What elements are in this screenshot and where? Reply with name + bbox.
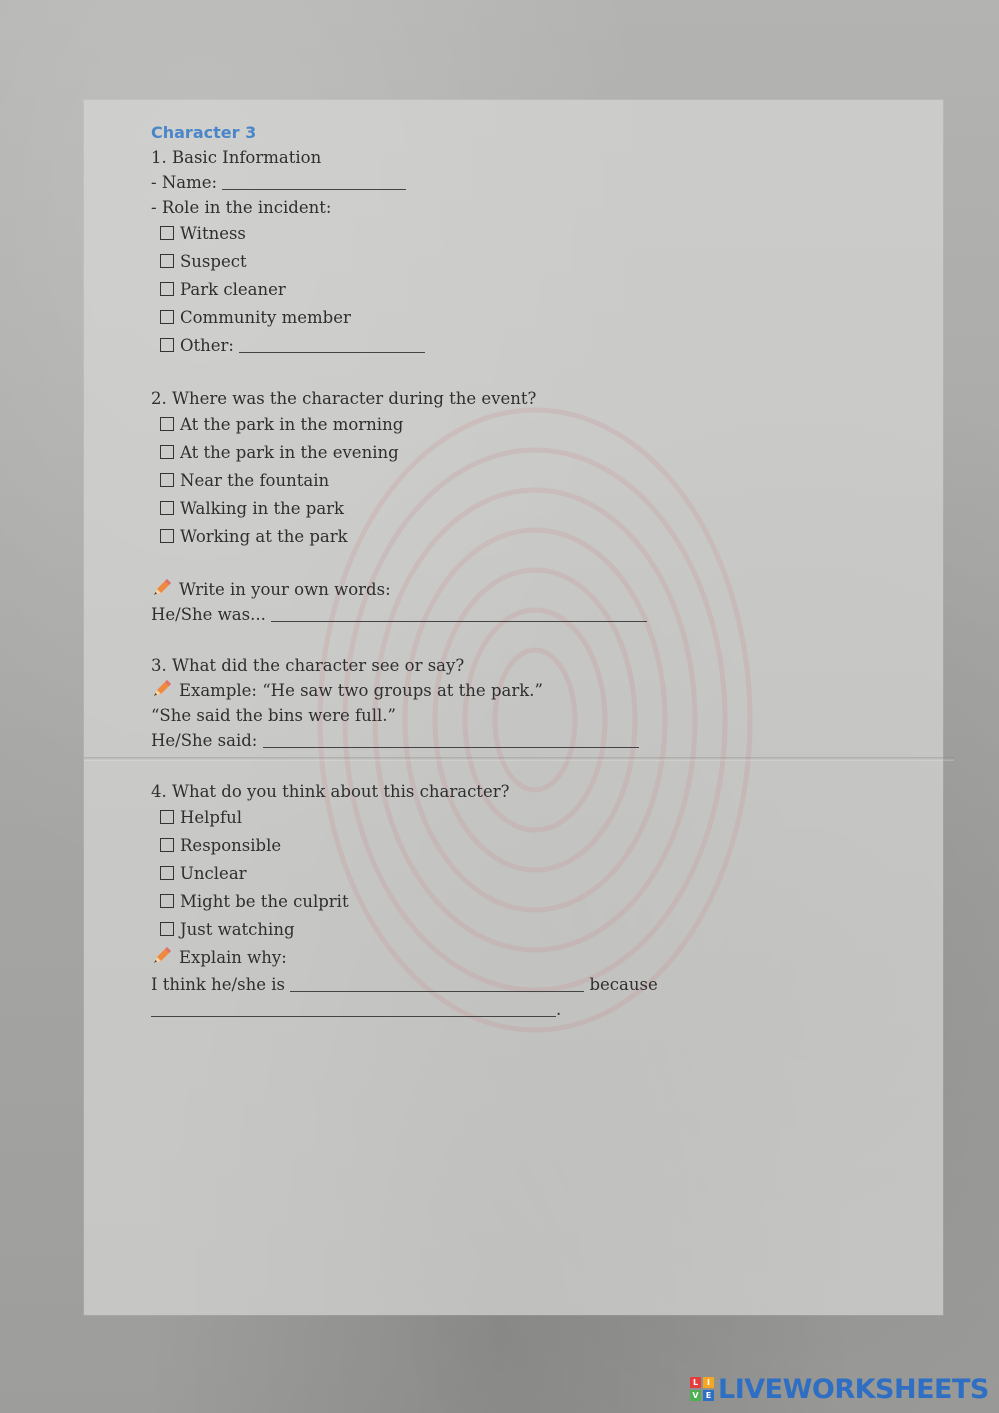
section-2-title: 2. Where was the character during the event? [151, 389, 537, 408]
said-input[interactable] [263, 730, 639, 748]
character-heading: Character 3 [151, 123, 257, 142]
because-input[interactable] [151, 999, 556, 1017]
example-row-2: “She said the bins were full.” [151, 706, 396, 725]
pencil-icon [151, 679, 173, 699]
checkbox-icon[interactable] [160, 473, 174, 487]
other-input[interactable] [239, 335, 425, 353]
think-row: I think he/she is because [151, 975, 658, 994]
explain-prompt: Explain why: [151, 944, 791, 972]
checkbox-icon[interactable] [160, 894, 174, 908]
checkbox-icon[interactable] [160, 501, 174, 515]
role-option-other[interactable]: Other: [151, 332, 791, 360]
liveworksheets-logo[interactable] [690, 1374, 989, 1404]
opinion-option-unclear[interactable]: Unclear [151, 860, 791, 888]
opinion-option-helpful[interactable]: Helpful [151, 804, 791, 832]
section-4-title: 4. What do you think about this character? [151, 782, 510, 801]
role-option-community-member[interactable]: Community member [151, 304, 791, 332]
logo-letter-l: L [690, 1377, 701, 1388]
pencil-icon [151, 946, 173, 966]
was-row: He/She was... [151, 602, 791, 627]
name-label: - Name: [151, 173, 223, 192]
think-input[interactable] [290, 974, 584, 992]
checkbox-icon[interactable] [160, 338, 174, 352]
logo-letter-i: I [703, 1377, 714, 1388]
location-option-fountain[interactable]: Near the fountain [151, 467, 791, 495]
worksheet-content [151, 120, 791, 1022]
logo-mark-icon [690, 1377, 714, 1401]
location-option-working[interactable]: Working at the park [151, 523, 791, 551]
role-option-suspect[interactable]: Suspect [151, 248, 791, 276]
name-input[interactable] [222, 172, 406, 190]
checkbox-icon[interactable] [160, 445, 174, 459]
section-1-title: 1. Basic Information [151, 148, 322, 167]
role-option-park-cleaner[interactable]: Park cleaner [151, 276, 791, 304]
said-row: He/She said: [151, 728, 791, 753]
role-label: - Role in the incident: [151, 198, 332, 217]
pencil-icon [151, 578, 173, 598]
logo-letter-v: V [690, 1390, 701, 1401]
checkbox-icon[interactable] [160, 310, 174, 324]
checkbox-icon[interactable] [160, 838, 174, 852]
logo-letter-e: E [703, 1390, 714, 1401]
opinion-option-watching[interactable]: Just watching [151, 916, 791, 944]
checkbox-icon[interactable] [160, 417, 174, 431]
name-row [151, 170, 791, 195]
logo-text: LIVEWORKSHEETS [718, 1373, 989, 1405]
example-row: Example: “He saw two groups at the park.” [151, 678, 791, 703]
because-row: . [151, 997, 791, 1022]
checkbox-icon[interactable] [160, 254, 174, 268]
was-input[interactable] [271, 604, 647, 622]
checkbox-icon[interactable] [160, 529, 174, 543]
checkbox-icon[interactable] [160, 922, 174, 936]
opinion-option-culprit[interactable]: Might be the culprit [151, 888, 791, 916]
location-option-walking[interactable]: Walking in the park [151, 495, 791, 523]
location-option-morning[interactable]: At the park in the morning [151, 411, 791, 439]
opinion-option-responsible[interactable]: Responsible [151, 832, 791, 860]
checkbox-icon[interactable] [160, 866, 174, 880]
checkbox-icon[interactable] [160, 282, 174, 296]
checkbox-icon[interactable] [160, 226, 174, 240]
checkbox-icon[interactable] [160, 810, 174, 824]
section-3-title: 3. What did the character see or say? [151, 656, 465, 675]
write-prompt: Write in your own words: [151, 577, 791, 602]
location-option-evening[interactable]: At the park in the evening [151, 439, 791, 467]
role-option-witness[interactable]: Witness [151, 220, 791, 248]
